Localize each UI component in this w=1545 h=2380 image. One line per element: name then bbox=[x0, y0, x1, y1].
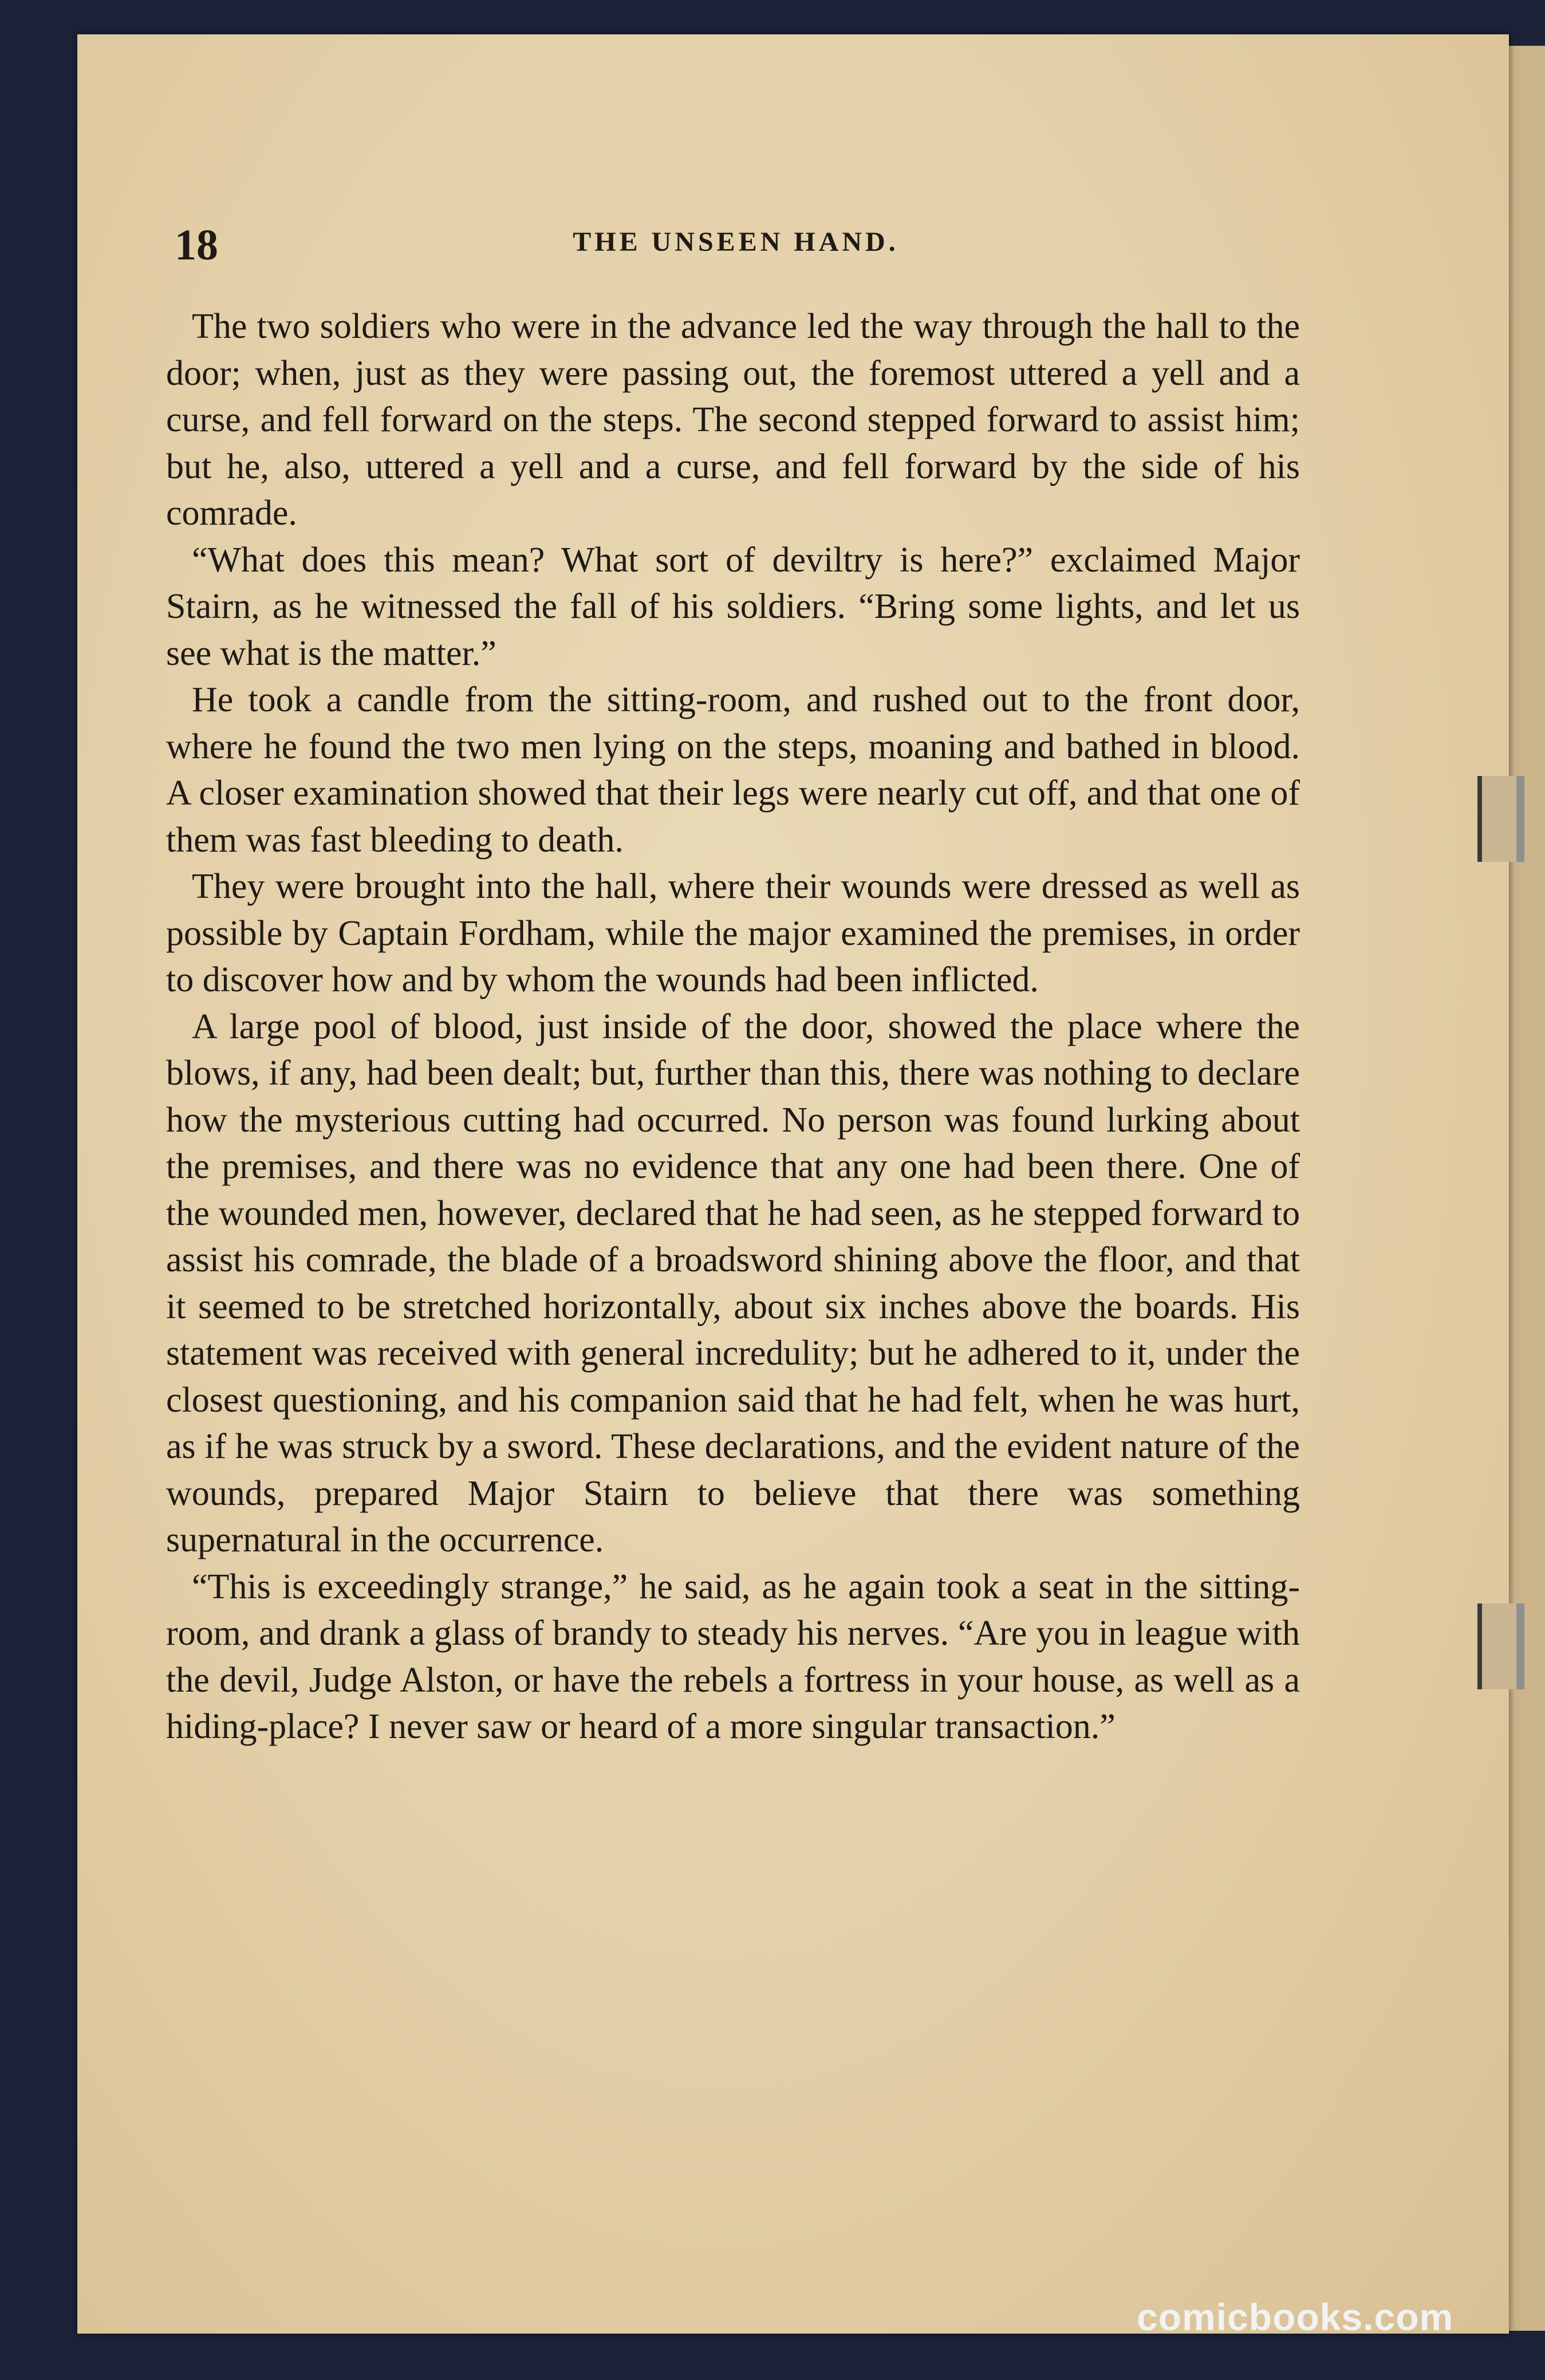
paragraph: They were brought into the hall, where their wounds were dressed as well as possible by Captain Fordham, while the major examined the premises, in order to discover how and by whom the wounds had been inflicted. bbox=[166, 867, 1300, 999]
body-text bbox=[166, 304, 1300, 1751]
binding-staple bbox=[1477, 776, 1524, 862]
page-header bbox=[175, 220, 1320, 272]
paragraph: “This is exceedingly strange,” he said, as he again took a seat in the sitting-room, and drank a glass of brandy to steady his nerves. “Are you in league with the devil, Judge Alston, or have the rebels a fortress in your house, as well as a hiding-place? I never saw or heard of a more singular transaction.” bbox=[166, 1567, 1300, 1746]
binding-staple bbox=[1477, 1603, 1524, 1689]
paragraph: “What does this mean? What sort of deviltry is here?” exclaimed Major Stairn, as he witnessed the fall of his soldiers. “Bring some lights, and let us see what is the matter.” bbox=[166, 540, 1300, 673]
watermark: comicbooks.com bbox=[1137, 2296, 1454, 2338]
paragraph: A large pool of blood, just inside of the door, showed the place where the blows, if any, had been dealt; but, further than this, there was nothing to declare how the mysterious cutting had occurred. No person was found lurking about the premises, and there was no evidence that any one had been there. One of the wounded men, however, declared that he had seen, as he stepped forward to assist his comrade, the blade of a broadsword shining above the floor, and that it seemed to be stretched horizontally, about six inches above the boards. His statement was received with general incredulity; but he adhered to it, under the closest questioning, and his companion said that he had felt, when he was hurt, as if he was struck by a sword. These declarations, and the evident nature of the wounds, prepared Major Stairn to believe that there was something supernatural in the occurrence. bbox=[166, 1007, 1300, 1559]
paragraph: The two soldiers who were in the advance led the way through the hall to the door; when, just as they were passing out, the foremost uttered a yell and a curse, and fell forward on the steps. The second stepped forward to assist him; but he, also, uttered a yell and a curse, and fell forward by the side of his comrade. bbox=[166, 307, 1300, 533]
page-number: 18 bbox=[175, 221, 218, 269]
running-head: THE UNSEEN HAND. bbox=[573, 227, 899, 257]
paragraph: He took a candle from the sitting-room, and rushed out to the front door, where he found the two men lying on the steps, moaning and bathed in blood. A closer examination showed that their legs were nearly cut off, and that one of them was fast bleeding to death. bbox=[166, 680, 1300, 860]
